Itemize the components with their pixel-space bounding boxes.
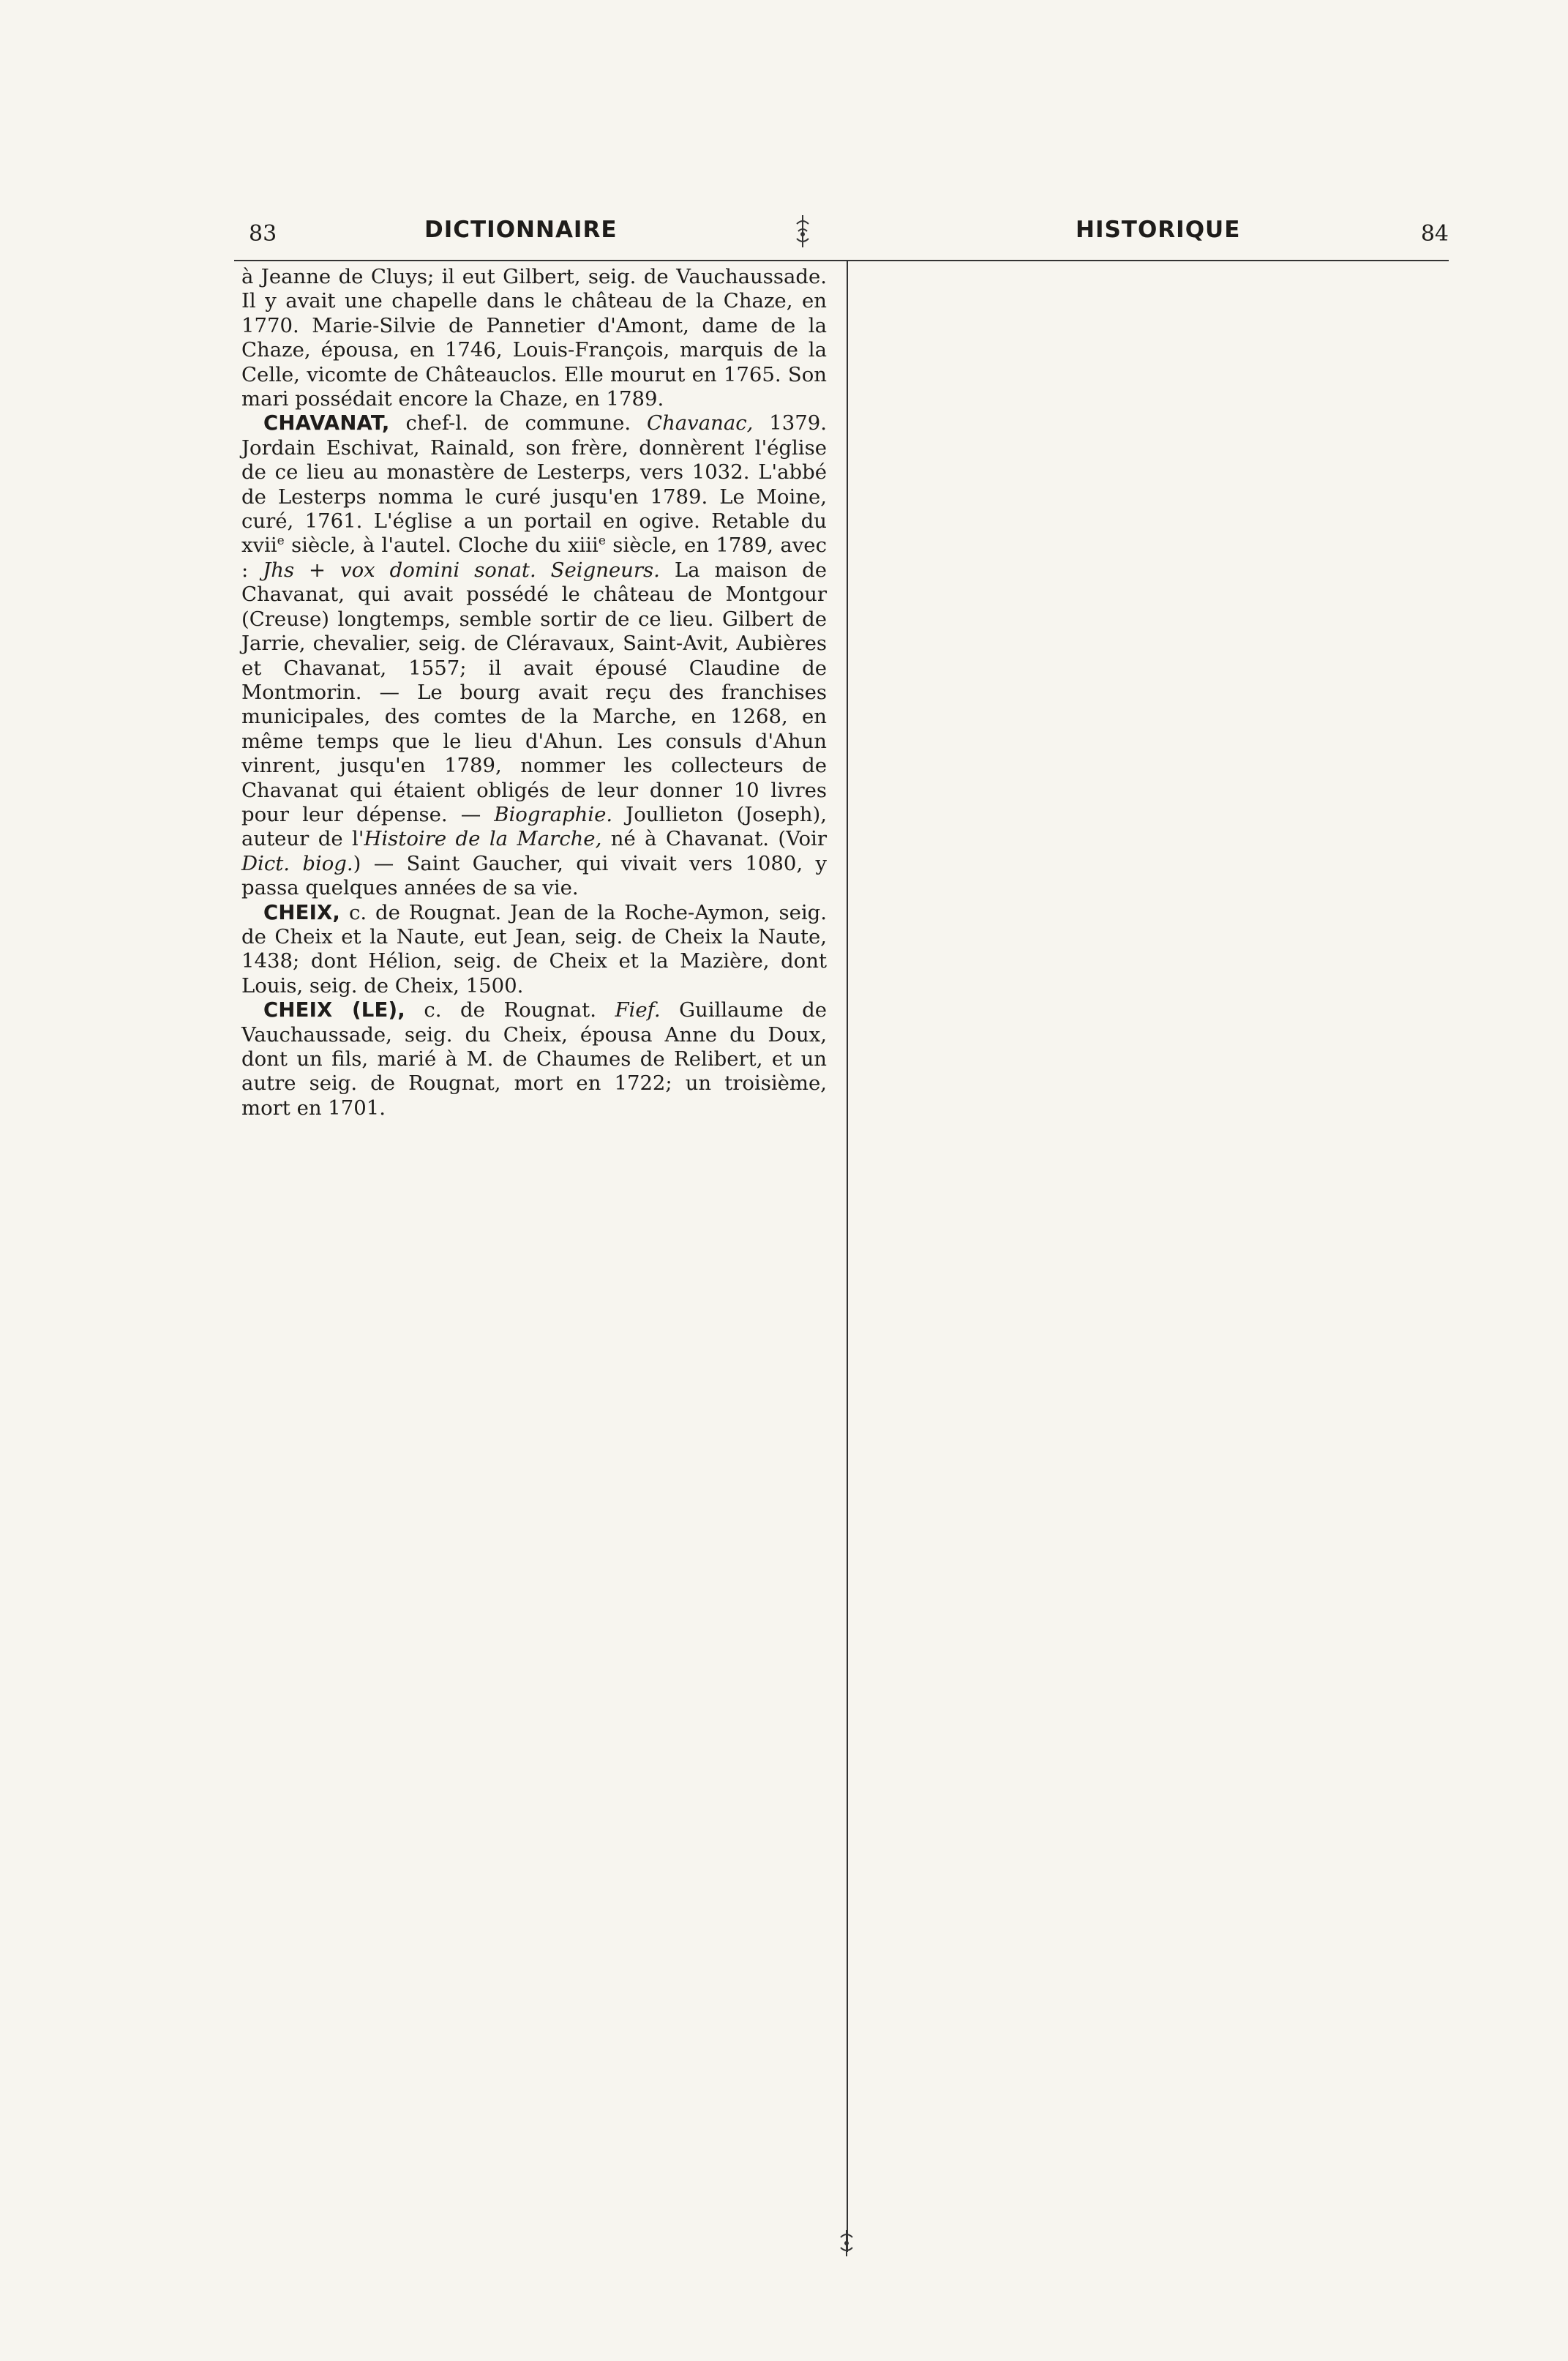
column-divider <box>847 261 848 2252</box>
entry-text: Joullieton (Joseph), auteur de l' <box>241 802 827 851</box>
entry-text: ) — Saint Gaucher, qui vivait vers 1080, y passa quelques années de sa vie. <box>241 851 827 900</box>
entry-italic: Fief. <box>615 998 661 1022</box>
entry-cheix <box>241 901 827 999</box>
entry-italic: Jhs + vox domini sonat. Seigneurs. <box>263 558 660 582</box>
running-title-left: DICTIONNAIRE <box>424 217 618 243</box>
entry-text: La maison de Chavanat, qui avait possédé le château de Montgour (Creuse) longtemps, semble sortir de ce lieu. Gilbert de Jarrie, chevalier, seig. de Cléravaux, Saint-Avit, Aubières et Chavanat, 1557; il avait épousé Claudine de Montmorin. — Le bourg avait reçu des franchises municipales, des comtes de la Marche, en 1268, en même temps que le lieu d'Ahun. Les consuls d'Ahun vinrent, jusqu'en 1789, nommer les collecteurs de Chavanat qui étaient obligés de leur donner 10 livres pour leur dépense. — <box>241 558 827 826</box>
superscript: e <box>598 534 606 549</box>
entry-text: c. de Rougnat. <box>405 998 615 1022</box>
entry-italic: Dict. biog. <box>241 851 353 875</box>
superscript: e <box>277 534 285 549</box>
entry-text: Guillaume de Vauchaussade, seig. du Cheix, épousa Anne du Doux, dont un fils, marié à M. de Chaumes de Relibert, et un autre seig. de Rougnat, mort en 1722; un troisième, mort en 1701. <box>241 998 828 1120</box>
entry-text: c. de Rougnat. Jean de la Roche-Aymon, seig. de Cheix et la Naute, eut Jean, seig. de Cheix la Naute, 1438; dont Hélion, seig. de Cheix et la Mazière, dont Louis, seig. de Cheix, 1500. <box>241 900 827 998</box>
entry-italic: Histoire de la Marche, <box>364 827 602 851</box>
entry-text: chef-l. de commune. <box>389 411 648 435</box>
entry-text: siècle, en 1789, avec : <box>241 534 827 582</box>
entry-continuation: à Jeanne de Cluys; il eut Gilbert, seig. de Vauchaussade. Il y avait une chapelle dans le château de la Chaze, en 1770. Marie-Silvie de Pannetier d'Amont, dame de la Chaze, épousa, en 1746, Louis-François, marquis de la Celle, vicomte de Châteauclos. Elle mourut en 1765. Son mari possédait encore la Chaze, en 1789. <box>241 265 827 411</box>
entry-text: né à Chavanat. (Voir <box>601 827 827 851</box>
header-rule <box>234 260 1449 261</box>
headword: CHEIX, <box>263 900 341 924</box>
left-column <box>241 265 827 1120</box>
entry-italic: Biographie. <box>494 802 613 826</box>
ornament-icon <box>794 214 811 249</box>
headword: CHEIX (LE), <box>263 998 405 1022</box>
entry-cheix-le <box>241 998 827 1120</box>
page-number-left: 83 <box>249 221 277 247</box>
entry-chavanat <box>241 411 827 900</box>
ornament-icon <box>838 2229 855 2258</box>
running-title-right: HISTORIQUE <box>1076 217 1241 243</box>
entry-italic: Chavanac, <box>647 411 754 435</box>
entry-text: 1379. Jordain Eschivat, Rainald, son frère, donnèrent l'église de ce lieu au monastère de Lesterps, vers 1032. L'abbé de Lesterps nomma le curé jusqu'en 1789. Le Moine, curé, 1761. L'église a un portail en ogive. Retable du xvii <box>241 411 828 558</box>
page-header <box>234 212 1449 256</box>
entry-text: siècle, à l'autel. Cloche du xiii <box>284 534 599 558</box>
page-number-right: 84 <box>1420 221 1449 247</box>
headword: CHAVANAT, <box>263 411 390 435</box>
